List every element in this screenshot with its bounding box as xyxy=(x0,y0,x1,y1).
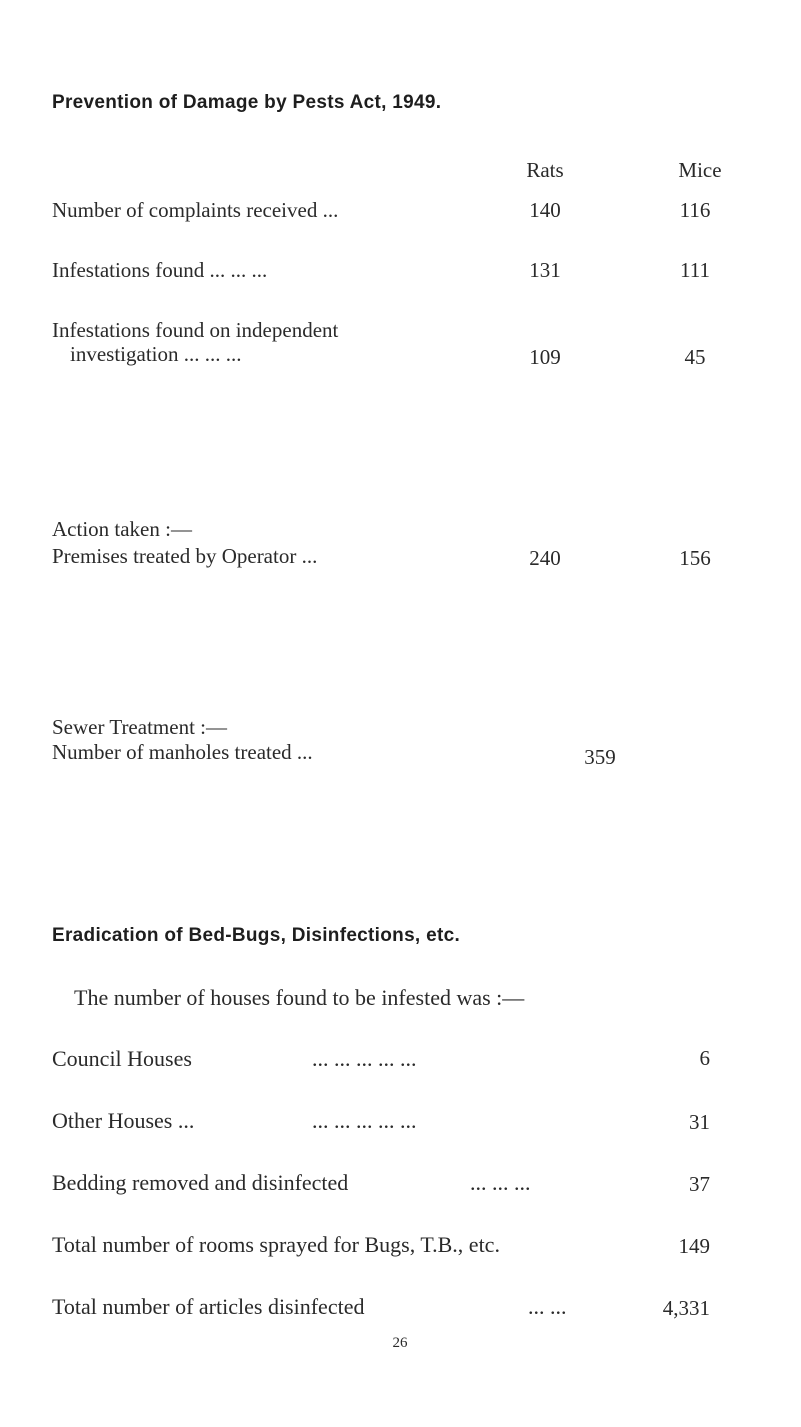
row-value-infestations-mice: 111 xyxy=(680,258,710,282)
bedbug-row-label-other-houses: Other Houses ... xyxy=(52,1108,195,1133)
bedbug-row-value-council-houses: 6 xyxy=(699,1046,710,1070)
row-label-independent-line2: investigation ... ... ... xyxy=(70,342,242,366)
bedbug-row-label-articles: Total number of articles disinfected xyxy=(52,1294,365,1319)
row-value-independent-rats: 109 xyxy=(529,345,561,369)
bedbug-row-value-articles: 4,331 xyxy=(662,1296,710,1320)
action-taken-title: Action taken :— xyxy=(52,517,192,541)
section-heading-pests: Prevention of Damage by Pests Act, 1949. xyxy=(52,92,442,113)
row-label-independent-line1: Infestations found on independent xyxy=(52,318,339,342)
bedbug-row-value-other-houses: 31 xyxy=(689,1110,710,1134)
bedbug-row-leader-articles: ... ... xyxy=(528,1294,567,1319)
bedbug-row-leader-council-houses: ... ... ... ... ... xyxy=(312,1046,417,1071)
bedbug-row-label-bedding: Bedding removed and disinfected xyxy=(52,1170,349,1195)
row-label-complaints: Number of complaints received ... xyxy=(52,198,339,222)
row-value-infestations-rats: 131 xyxy=(529,258,561,282)
section-heading-bedbugs: Eradication of Bed-Bugs, Disinfections, etc. xyxy=(52,925,461,946)
bedbug-row-leader-bedding: ... ... ... xyxy=(470,1170,531,1195)
row-value-complaints-rats: 140 xyxy=(529,198,561,222)
bedbug-row-value-rooms-sprayed: 149 xyxy=(678,1234,710,1258)
sewer-treatment-title: Sewer Treatment :— xyxy=(52,715,227,739)
action-premises-rats: 240 xyxy=(529,546,561,570)
bedbug-row-label-council-houses: Council Houses xyxy=(52,1046,192,1071)
bedbug-row-value-bedding: 37 xyxy=(689,1172,710,1196)
row-value-complaints-mice: 116 xyxy=(679,198,711,222)
row-label-infestations: Infestations found ... ... ... xyxy=(52,258,268,282)
sewer-manholes-value: 359 xyxy=(584,745,616,769)
page-number: 26 xyxy=(392,1335,408,1351)
bedbug-intro: The number of houses found to be infested was :— xyxy=(74,985,525,1010)
bedbug-row-leader-other-houses: ... ... ... ... ... xyxy=(312,1108,417,1133)
action-premises-label: Premises treated by Operator ... xyxy=(52,544,318,568)
row-value-independent-mice: 45 xyxy=(684,345,706,369)
sewer-manholes-label: Number of manholes treated ... xyxy=(52,740,313,764)
action-premises-mice: 156 xyxy=(679,546,711,570)
bedbug-row-label-rooms-sprayed: Total number of rooms sprayed for Bugs, T.B., etc. xyxy=(52,1232,500,1257)
column-header-rats: Rats xyxy=(526,158,564,182)
column-header-mice: Mice xyxy=(678,158,722,182)
